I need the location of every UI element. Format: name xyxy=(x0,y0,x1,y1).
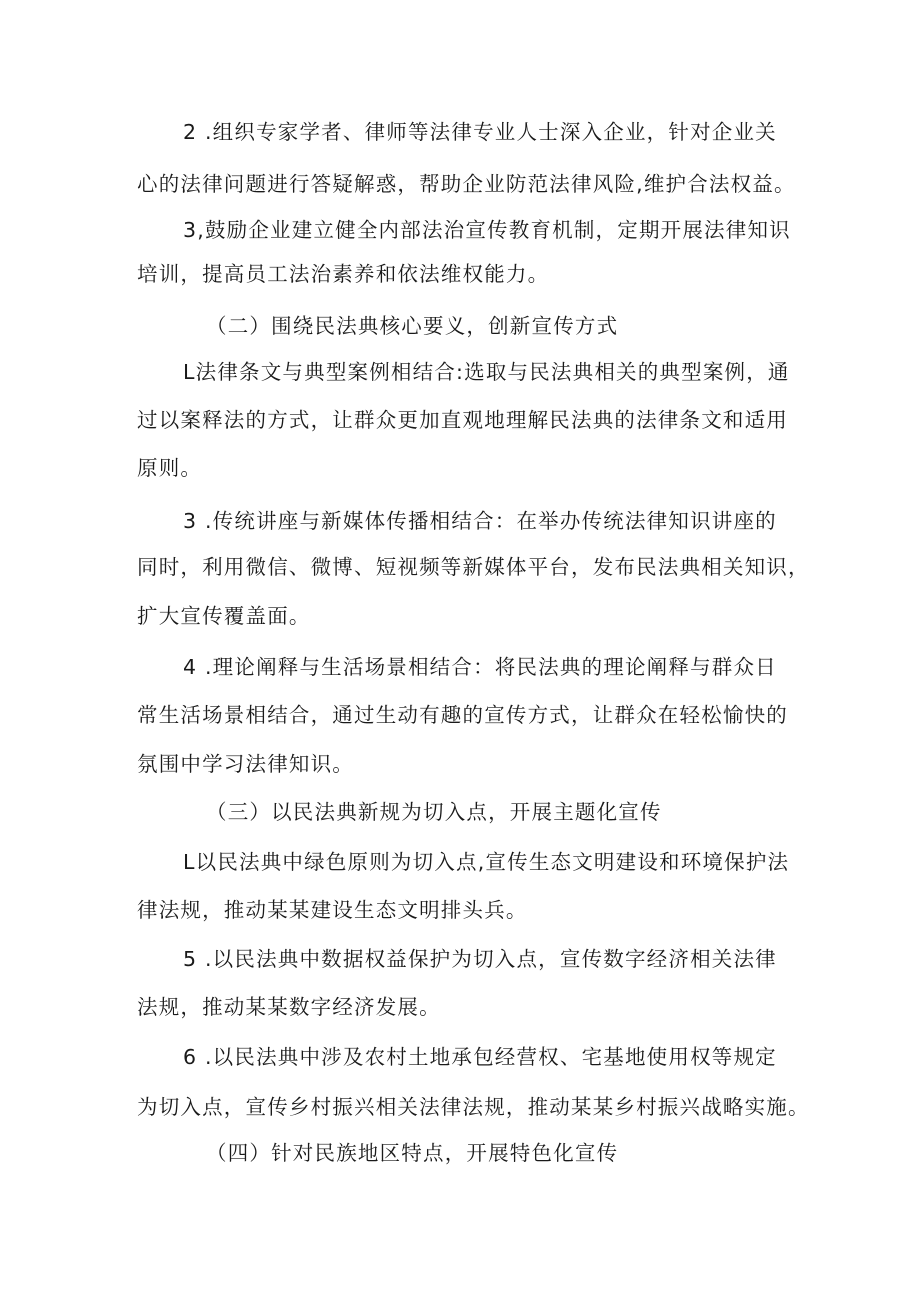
paragraph-6-line-2: 常生活场景相结合，通过生动有趣的宣传方式，让群众在轻松愉快的 xyxy=(137,703,788,727)
paragraph-1-line-1: 2 .组织专家学者、律师等法律专业人士深入企业，针对企业关 xyxy=(183,120,777,144)
section-heading-4: （四）针对民族地区特点，开展特色化宣传 xyxy=(206,1141,619,1165)
paragraph-10-line-2: 为切入点，宣传乡村振兴相关法律法规，推动某某乡村振兴战略实施。 xyxy=(137,1095,810,1119)
paragraph-5-line-1: 3 .传统讲座与新媒体传播相结合：在举办传统法律知识讲座的 xyxy=(183,509,777,533)
paragraph-10-line-1: 6 .以民法典中涉及农村土地承包经营权、宅基地使用权等规定 xyxy=(183,1045,777,1069)
paragraph-9-line-2: 法规，推动某某数字经济发展。 xyxy=(137,995,441,1019)
paragraph-8-line-2: 律法规，推动某某建设生态文明排头兵。 xyxy=(137,898,528,922)
section-heading-2: （二）围绕民法典核心要义，创新宣传方式 xyxy=(206,314,619,338)
paragraph-5-line-3: 扩大宣传覆盖面。 xyxy=(137,604,311,628)
paragraph-9-line-1: 5 .以民法典中数据权益保护为切入点，宣传数字经济相关法律 xyxy=(183,947,777,971)
paragraph-2-line-1: 3,鼓励企业建立健全内部法治宣传教育机制，定期开展法律知识 xyxy=(183,218,791,242)
paragraph-5-line-2: 同时，利用微信、微博、短视频等新媒体平台，发布民法典相关知识， xyxy=(137,555,810,579)
paragraph-2-line-2: 培训，提高员工法治素养和依法维权能力。 xyxy=(137,262,550,286)
section-heading-3: （三）以民法典新规为切入点，开展主题化宣传 xyxy=(206,800,662,824)
paragraph-4-line-3: 原则。 xyxy=(137,456,203,480)
paragraph-1-line-2: 心的法律问题进行答疑解惑，帮助企业防范法律风险,维护合法权益。 xyxy=(137,172,796,196)
paragraph-6-line-1: 4 .理论阐释与生活场景相结合：将民法典的理论阐释与群众日 xyxy=(183,655,777,679)
paragraph-6-line-3: 氛围中学习法律知识。 xyxy=(137,752,354,776)
paragraph-4-line-2: 过以案释法的方式，让群众更加直观地理解民法典的法律条文和适用 xyxy=(137,408,788,432)
paragraph-8-line-1: L以民法典中绿色原则为切入点,宣传生态文明建设和环境保护法 xyxy=(183,850,790,874)
paragraph-4-line-1: L法律条文与典型案例相结合:选取与民法典相关的典型案例，通 xyxy=(183,360,790,384)
